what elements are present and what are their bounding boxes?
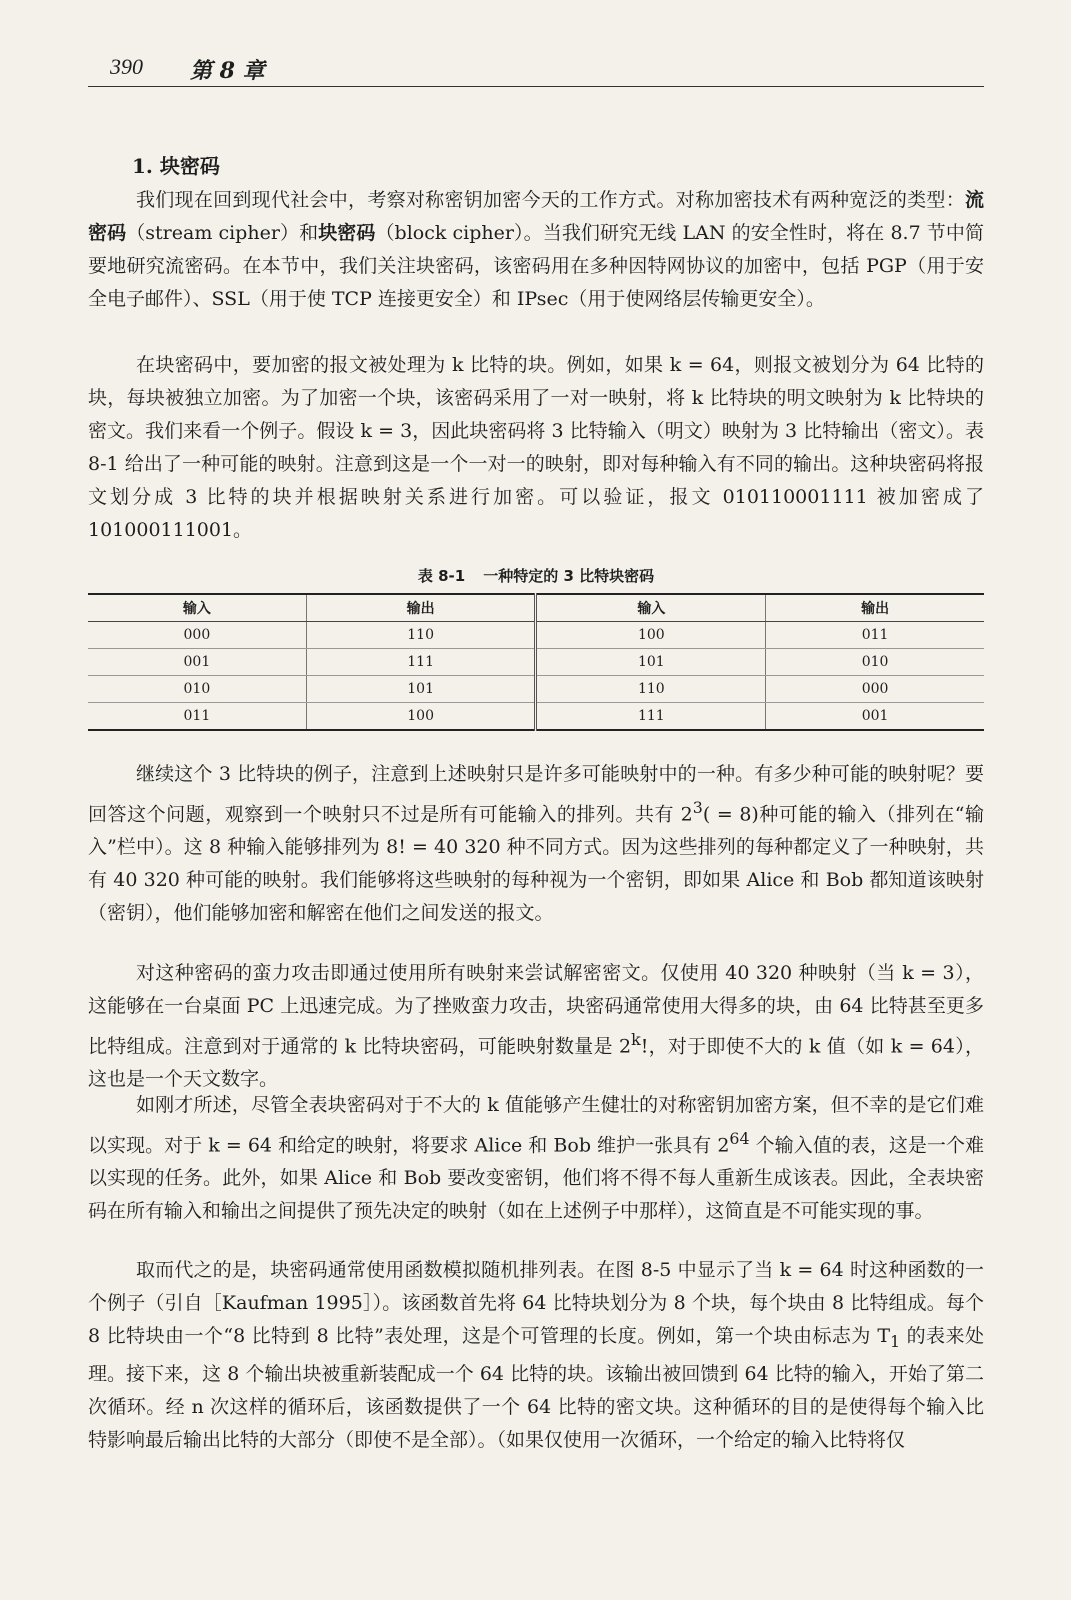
chapter-label: 第 8 章 — [190, 58, 265, 84]
table-row — [88, 676, 984, 703]
table-caption-title: 一种特定的 3 比特块密码 — [483, 567, 655, 585]
table-cell: 101 — [536, 649, 766, 676]
table-row — [88, 622, 984, 649]
page-number: 390 — [110, 54, 143, 79]
paragraph-full-table: 如刚才所述，尽管全表块密码对于不大的 k 值能够产生健壮的对称密钥加密方案，但不幸的是它们难以实现。对于 k = 64 和给定的映射，将要求 Alice 和 Bob 维护一张具有 $2^{64}$ 个输入值的表，这是一个难以实现的任务。此外，如果 Alice 和 Bob 要改变密钥，他们将不得不每人重新生成该表。因此，全表块密码在所有输入和输出之间提供了预先决定的映射（如在上述例子中那样），这简直是不可能实现的事。 — [88, 1094, 984, 1223]
table-cell: 111 — [306, 649, 536, 676]
table-cell: 000 — [766, 676, 984, 703]
paragraph-block-cipher-example: 在块密码中，要加密的报文被处理为 k 比特的块。例如，如果 k = 64，则报文被划分为 64 比特的块，每块被独立加密。为了加密一个块，该密码采用了一对一映射，将 k 比特块的明文映射为 k 比特块的密文。我们来看一个例子。假设 k = 3，因此块密码将 3 比特输入（明文）映射为 3 比特输出（密文）。表 8-1 给出了一种可能的映射。注意到这是一个一对一的映射，即对每种输入有不同的输出。这种块密码将报文划分成 3 比特的块并根据映射关系进行加密。可以验证，报文 010110001111 被加密成了 101000111001。 — [88, 354, 984, 541]
superscript-64: 64 — [729, 1129, 750, 1148]
section-heading: 1. 块密码 — [132, 154, 220, 178]
table-cell: 100 — [536, 622, 766, 649]
col-header-input-2: 输入 — [536, 594, 766, 622]
table-caption — [88, 565, 984, 586]
subscript-1: 1 — [890, 1331, 901, 1351]
table-cell: 110 — [536, 676, 766, 703]
term-stream-cipher: 流密码 — [88, 189, 984, 244]
table-cell: 011 — [766, 622, 984, 649]
term-block-cipher: 块密码 — [318, 222, 376, 244]
table-cell: 010 — [88, 676, 306, 703]
table-row — [88, 703, 984, 731]
col-header-output-1: 输出 — [306, 594, 536, 622]
paragraph-random-permutation: 取而代之的是，块密码通常使用函数模拟随机排列表。在图 8-5 中显示了当 k = 64 时这种函数的一个例子（引自［Kaufman 1995］）。该函数首先将 64 比特块划分为 8 个块，每个块由 8 比特组成。每个 8 比特块由一个“8 比特到 8 比特”表处理，这是个可管理的长度。例如，第一个块由标志为 $T_1$ 的表来处理。接下来，这 8 个输出块被重新装配成一个 64 比特的块。该输出被回馈到 64 比特的输入，开始了第二次循环。经 n 次这样的循环后，该函数提供了一个 64 比特的密文块。这种循环的目的是使得每个输入比特影响最后输出比特的大部分（即使不是全部）。（如果仅使用一次循环，一个给定的输入比特将仅 — [88, 1259, 984, 1451]
paragraph-permutations: 继续这个 3 比特块的例子，注意到上述映射只是许多可能映射中的一种。有多少种可能的映射呢？要回答这个问题，观察到一个映射只不过是所有可能输入的排列。共有 $2^3( = 8)$种可能的输入（排列在“输入”栏中）。这 8 种输入能够排列为 8! = 40 320 种不同方式。因为这些排列的每种都定义了一种映射，共有 40 320 种可能的映射。我们能够将这些映射的每种视为一个密钥，即如果 Alice 和 Bob 都知道该映射（密钥），他们能够加密和解密在他们之间发送的报文。 — [88, 763, 984, 925]
table-caption-label: 表 8-1 — [417, 567, 466, 585]
table-header-row — [88, 594, 984, 622]
paragraph-brute-force: 对这种密码的蛮力攻击即通过使用所有映射来尝试解密密文。仅使用 40 320 种映射（当 k = 3），这能够在一台桌面 PC 上迅速完成。为了挫败蛮力攻击，块密码通常使用大得多的块，由 64 比特甚至更多比特组成。注意到对于通常的 k 比特块密码，可能映射数量是 2$^k$!，对于即使不大的 k 值（如 k = 64），这也是一个天文数字。 — [88, 962, 984, 1091]
table-row — [88, 649, 984, 676]
table-cell: 111 — [536, 703, 766, 731]
table-cell: 010 — [766, 649, 984, 676]
table-cell: 001 — [88, 649, 306, 676]
table-cell: 100 — [306, 703, 536, 731]
table-cell: 000 — [88, 622, 306, 649]
table-cell: 101 — [306, 676, 536, 703]
superscript-3: 3 — [692, 798, 703, 817]
superscript-k: k — [631, 1030, 641, 1049]
col-header-output-2: 输出 — [766, 594, 984, 622]
col-header-input-1: 输入 — [88, 594, 306, 622]
paragraph-intro: 我们现在回到现代社会中，考察对称密钥加密今天的工作方式。对称加密技术有两种宽泛的类型：流密码（stream cipher）和块密码（block cipher）。当我们研究无线 LAN 的安全性时，将在 8.7 节中简要地研究流密码。在本节中，我们关注块密码，该密码用在多种因特网协议的加密中，包括 PGP（用于安全电子邮件）、SSL（用于使 TCP 连接更安全）和 IPsec（用于使网络层传输更安全）。 — [88, 189, 984, 310]
table-cell: 011 — [88, 703, 306, 731]
table-cell: 001 — [766, 703, 984, 731]
table-cell: 110 — [306, 622, 536, 649]
page-header — [88, 52, 984, 87]
cipher-mapping-table — [88, 593, 984, 731]
